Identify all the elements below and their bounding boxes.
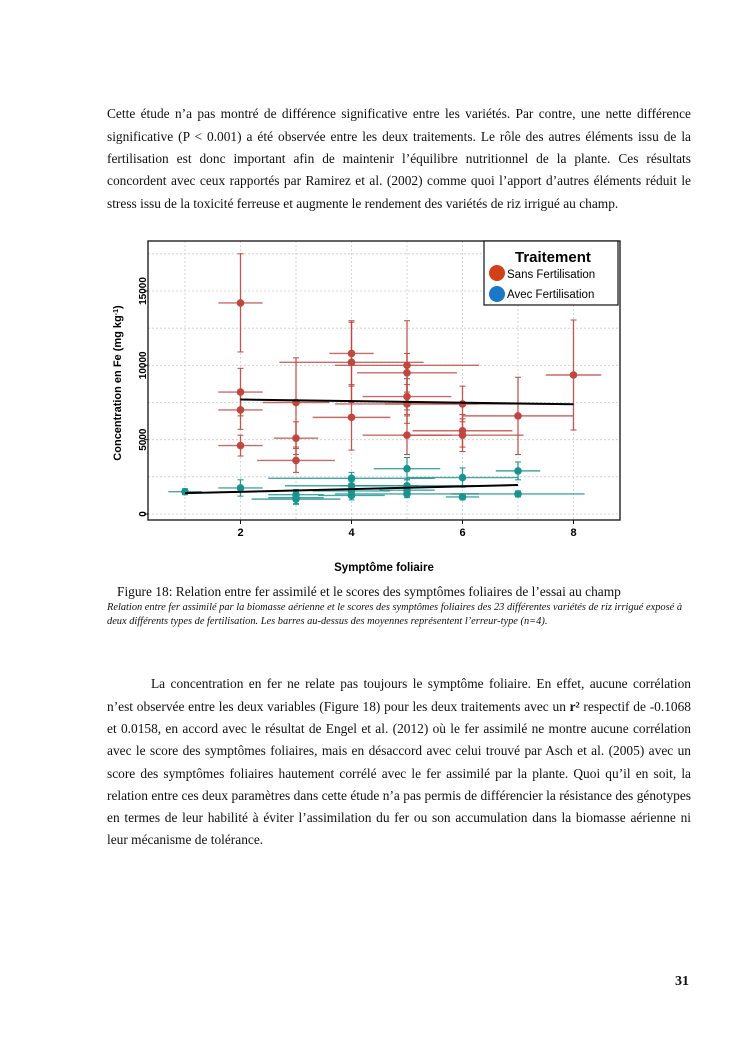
data-point <box>237 299 245 307</box>
x-axis-label: Symptôme foliaire <box>334 562 434 574</box>
data-point <box>292 495 300 503</box>
legend-avec-icon <box>489 286 505 302</box>
chart-legend <box>484 241 618 305</box>
page-number: 31 <box>675 974 689 989</box>
data-point <box>181 488 189 496</box>
svg-text:2: 2 <box>237 527 244 539</box>
legend-sans-label: Sans Fertilisation <box>507 269 596 281</box>
svg-text:10000: 10000 <box>138 351 149 380</box>
data-point <box>292 434 300 442</box>
r-squared-symbol: r² <box>569 698 580 714</box>
svg-text:6: 6 <box>459 527 466 539</box>
legend-sans-icon <box>489 265 505 281</box>
data-point <box>348 414 356 422</box>
paragraph-discussion <box>107 673 691 851</box>
data-point <box>514 467 522 475</box>
svg-text:15000: 15000 <box>138 277 149 305</box>
svg-text:4: 4 <box>348 527 355 539</box>
data-point <box>459 431 467 439</box>
data-point <box>348 492 356 500</box>
svg-text:0: 0 <box>138 511 149 517</box>
data-point <box>459 400 467 408</box>
data-point <box>237 406 245 414</box>
scatter-chart <box>100 236 630 576</box>
paragraph-intro: Cette étude n’a pas montré de différence significative entre les variétés. Par contre, une nette différence significative (P < 0.001) a été observée entre les deux traitements. Le rôle des autres éléments issu de la fertilisation est donc important afin de maintenir l’équilibre nutritionnel de la plante. Ces résultats concordent avec ceux rapportés par Ramirez et al. (2002) comme quoi l’apport d’autres éléments réduit le stress issu de la toxicité ferreuse et augmente le rendement des variétés de riz irrigué au champ. <box>107 106 691 211</box>
legend-title: Traitement <box>515 249 591 266</box>
data-point <box>570 371 578 379</box>
chart-axes <box>138 277 577 539</box>
paragraph-discussion-post: respectif de -0.1068 et 0.0158, en accord avec le résultat de Engel et al. (2012) où le fer assimilé ne montre aucune corrélation avec le score des symptômes foliaires, mais en désaccord avec celui trouvé par Asch et al. (2005) avec un score des symptômes foliaires hautement corrélé avec le fer assimilé par la plante. Quoi qu’il en soit, la relation entre ces deux paramètres dans cette étude n’a pas permis de différencier la résistance des génotypes en termes de leur habilité à éviter l’assimilation du fer ou son accumulation dans la biomasse aérienne ni leur mécanisme de tolérance. <box>107 698 692 848</box>
data-point <box>514 412 522 420</box>
svg-text:5000: 5000 <box>138 428 149 451</box>
data-point <box>237 484 245 492</box>
data-point <box>403 465 411 473</box>
data-point <box>292 457 300 465</box>
data-point <box>237 442 245 450</box>
svg-text:8: 8 <box>570 527 577 539</box>
data-point <box>514 490 522 498</box>
y-axis-label: Concentration en Fe (mg $kg^{-1}$) <box>112 305 124 461</box>
data-point <box>403 490 411 498</box>
paragraph-discussion-pre: La concentration en fer ne relate pas toujours le symptôme foliaire. En effet, aucune corrélation n’est observée entre les deux variables (Figure 18) pour les deux traitements avec un <box>107 676 691 714</box>
figure-subcaption: Relation entre fer assimilé par la biomasse aérienne et le scores des symptômes foliaires des 23 différentes variétés de riz irrigué exposé à deux différents types de fertilisation. Les barres au-dessus des moyennes représentent l’erreur-type (n=4). <box>107 602 683 628</box>
data-point <box>459 474 467 482</box>
legend-avec-label: Avec Fertilisation <box>507 289 595 301</box>
series-avec-fertilisation <box>168 458 584 505</box>
data-point <box>403 369 411 377</box>
figure-caption: Figure 18: Relation entre fer assimilé et le scores des symptômes foliaires de l’essai au champ <box>117 584 621 599</box>
